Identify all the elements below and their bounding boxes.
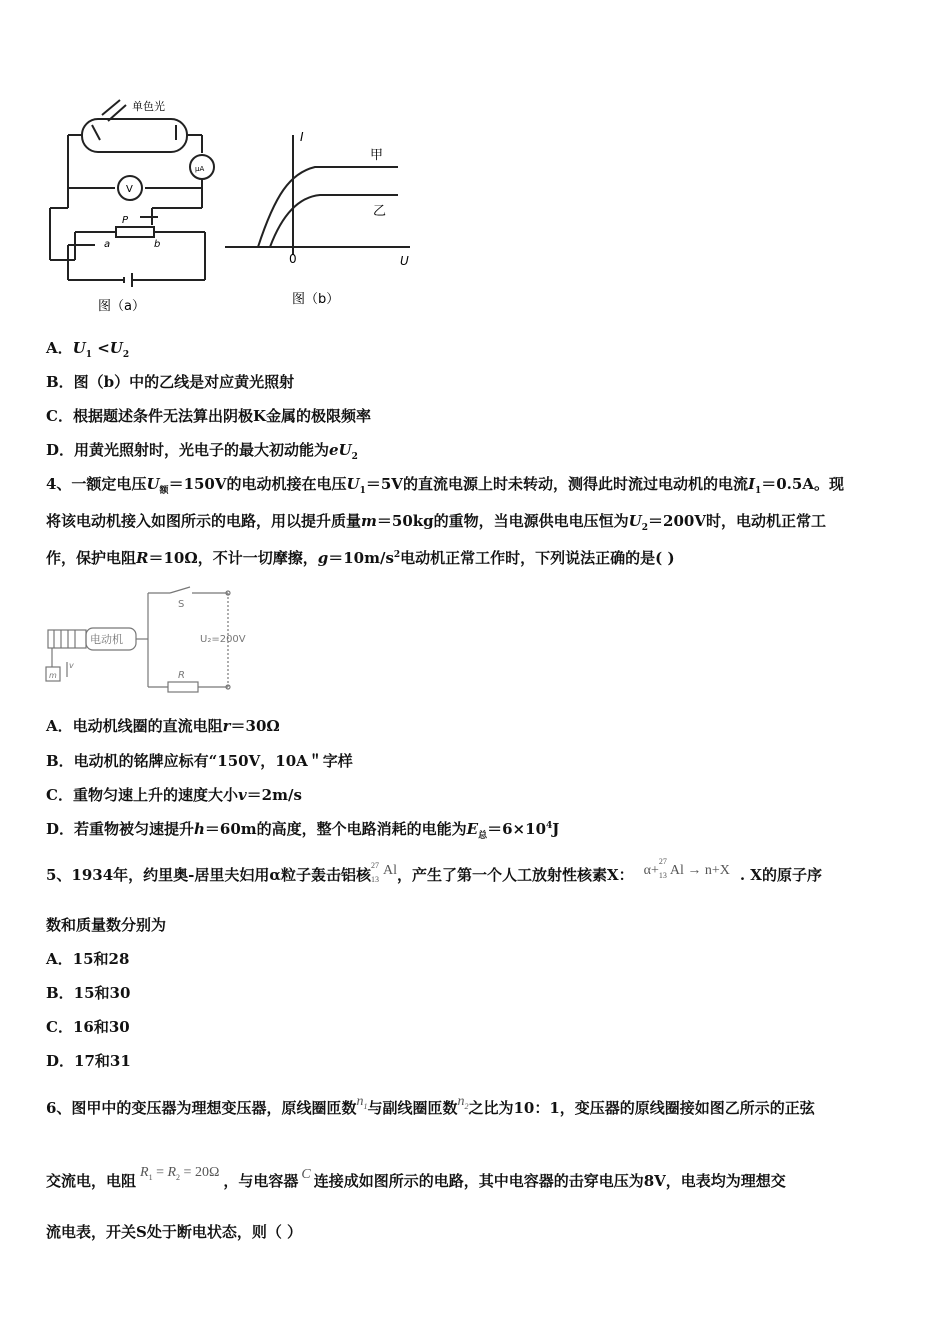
resistor-r-symbol [168, 682, 198, 692]
terminal-b-label: b [154, 239, 161, 250]
mass-m-label: m [49, 671, 57, 680]
terminal-a-label: a [104, 239, 111, 250]
q3-option-d: D．用黄光照射时，光电子的最大初动能为$eU_2$ [46, 441, 358, 462]
axis-u-label: U [400, 254, 409, 268]
resistor-r-label: R [178, 670, 185, 681]
q4-stem-line2: 将该电动机接入如图所示的电路，用以提升质量m＝50kg的重物，当电源供电电压恒为$U_2=200V$时，电动机正常工 [46, 512, 826, 533]
origin-label: 0 [289, 252, 297, 266]
q5-stem-line2: 数和质量数分别为 [46, 916, 167, 934]
curve-yi-label: 乙 [373, 204, 387, 219]
q4-stem-line1: 4、一额定电压$U_额=150V$的电动机接在电压$U_1=5V$的直流电源上时未转动，测得此时流过电动机的电流$I_1=0.5A$。现 [46, 475, 844, 496]
q5-option-a: A．15和28 [46, 950, 130, 968]
q4-option-c: C．重物匀速上升的速度大小v＝2m/s [46, 786, 302, 804]
voltage-u2-label: U₂=200V [200, 634, 246, 645]
switch-s-blade [170, 587, 190, 593]
q6-stem-line2: 交流电，电阻 $R_1 = R_2 = 20\Omega$ ，与电容器 C 连接成如图所示的电路，其中电容器的击穿电压为8V，电表均为理想交 [46, 1165, 786, 1190]
q4-option-a: A．电动机线圈的直流电阻r＝30Ω [46, 717, 280, 735]
microammeter-label: μA [195, 165, 205, 173]
q4-option-d: D．若重物被匀速提升h＝60m的高度，整个电路消耗的电能为$E_总=6\times 10^4J$ [46, 820, 560, 841]
rheostat-symbol [116, 227, 154, 237]
figure-a-caption: 图（a） [98, 299, 145, 314]
curve-yi [270, 195, 398, 247]
q4-option-b: B．电动机的铭牌应标有“150V，10A＂字样 [46, 752, 353, 770]
velocity-v-label: v [69, 661, 74, 670]
motor-label: 电动机 [90, 633, 123, 646]
monochromatic-light-label: 单色光 [132, 100, 165, 113]
q5-option-c: C．16和30 [46, 1018, 130, 1036]
figure-a-circuit [40, 95, 220, 320]
axis-i-label: I [300, 130, 304, 144]
q3-option-a: A．$U_1 <U_2$ [46, 339, 130, 360]
figure-b-caption: 图（b） [292, 292, 340, 307]
switch-s-label: S [178, 599, 185, 610]
q3-option-b: B．图（b）中的乙线是对应黄光照射 [46, 373, 295, 391]
q5-option-b: B．15和30 [46, 984, 131, 1002]
q3-option-c: C．根据题述条件无法算出阴极K金属的极限频率 [46, 407, 371, 425]
slider-p-label: P [122, 215, 129, 226]
figure-b-iu-graph [220, 125, 420, 315]
q6-stem-line1: 6、图甲中的变压器为理想变压器，原线圈匝数$n_1$与副线圈匝数$n_2$之比为10：1，变压器的原线圈接如图乙所示的正弦 [46, 1094, 815, 1117]
figure-motor-circuit [40, 585, 260, 695]
curve-jia-label: 甲 [370, 148, 384, 163]
q5-option-d: D．17和31 [46, 1052, 131, 1070]
voltmeter-label: V [126, 184, 133, 195]
q6-stem-line3: 流电表，开关S处于断电状态，则（ ） [46, 1223, 303, 1241]
q4-stem-line3: 作，保护电阻R＝10Ω，不计一切摩擦，$g=10m/s^2$电动机正常工作时，下列说法正确的是( ) [46, 549, 675, 567]
q5-stem-line1: 5、1934年，约里奥-居里夫妇用α粒子轰击铝核 27 13 Al，产生了第一个人工放射性核素X： α+ 27 13 Al → n+X . X的原子序 [46, 857, 822, 884]
